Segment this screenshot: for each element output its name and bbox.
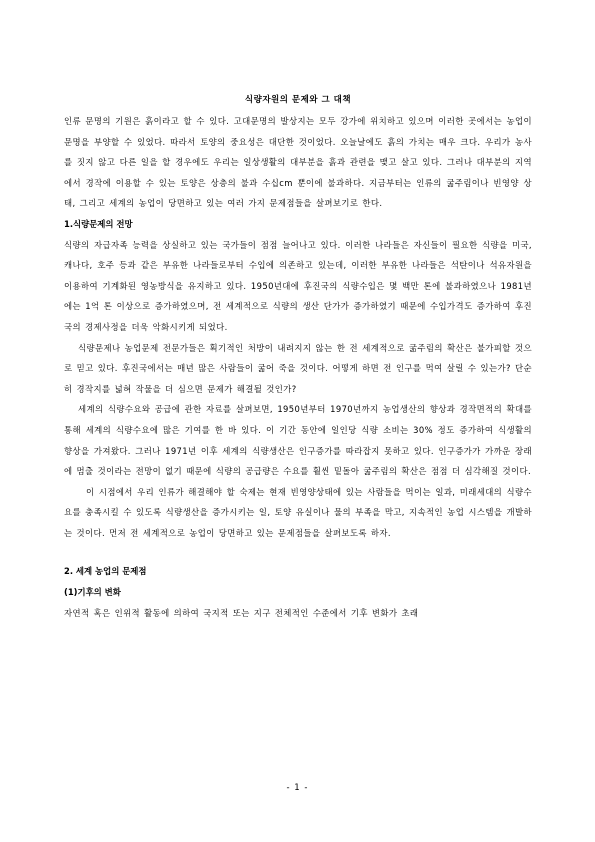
page-number: - 1 - [286,783,309,793]
section1-paragraph-2: 식량문제나 농업문제 전문가들은 획기적인 처방이 내려지지 않는 한 전 세계적으로 굶주림의 확산은 불가피할 것으로 믿고 있다. 후진국에서는 매년 많은 사람들이 굶어 죽을 것이다. 어떻게 하면 전 인구를 먹여 살릴 수 있는가? 단순히 경작지를 넓혀 작물을 더 심으면 문제가 해결될 것인가? [64,342,532,394]
section1-heading: 1.식량문제의 전망 [64,218,133,229]
intro-paragraph: 인류 문명의 기원은 흙이라고 할 수 있다. 고대문명의 발상지는 모두 강가에 위치하고 있으며 이러한 곳에서는 농업이 문명을 부양할 수 있었다. 따라서 토양의 중요성은 대단한 것이었다. 오늘날에도 흙의 가치는 매우 크다. 우리가 농사를 짓지 않고 다른 일을 할 경우에도 우리는 일상생활의 대부분을 흙과 관련을 맺고 살고 있다. 그러나 대부분의 지역에서 경작에 이용할 수 있는 토양은 상층의 불과 수십cm 뿐이에 불과하다. 지금부터는 인류의 굶주림이나 빈영양 상태, 그리고 세계의 농업이 당면하고 있는 여러 가지 문제점들을 살펴보기로 한다. [64,116,532,209]
section2-paragraph-1: 자연적 혹은 인위적 활동에 의하여 국지적 또는 지구 전체적인 수준에서 기후 변화가 초래 [64,607,419,618]
document-title: 식량자원의 문제와 그 대책 [244,95,352,105]
section-spacer [64,543,532,561]
section2-subheading-climate: (1)기후의 변화 [64,587,121,598]
section1-paragraph-3: 세계의 식량수요와 공급에 관한 자료를 살펴보면, 1950년부터 1970년까지 농업생산의 향상과 경작면적의 확대를 통해 세계의 식량수요에 많은 기여를 한 바 있다. 이 기간 동안에 일인당 식량 소비는 30% 정도 증가하여 식생활의 향상을 가져왔다. 그러나 1971년 이후 세계의 식량생산은 인구증가를 따라잡지 못하고 있다. 인구증가가 가까운 장래에 멈출 것이라는 전망이 없기 때문에 식량의 공급량은 수요를 훨씬 밑돌아 굶주림의 확산은 점점 더 심각해질 것이다. [64,404,532,477]
section2-heading: 2. 세계 농업의 문제점 [64,566,147,577]
section1-paragraph-1: 식량의 자급자족 능력을 상실하고 있는 국가들이 점점 늘어나고 있다. 이러한 나라들은 자신들이 필요한 식량을 미국, 캐나다, 호주 등과 같은 부유한 나라들로부터 수입에 의존하고 있는데, 이러한 부유한 나라들은 석탄이나 석유자원을 이용하여 기계화된 영농방식을 유지하고 있다. 1950년대에 후진국의 식량수입은 몇 백만 톤에 불과하였으나 1981년에는 1억 톤 이상으로 증가하였으며, 전 세계적으로 식량의 생산 단가가 증가하였기 때문에 수입가격도 증가하여 후진국의 경제사정을 더욱 악화시키게 되었다. [64,239,532,332]
section1-paragraph-4: 이 시점에서 우리 인류가 해결해야 할 숙제는 현재 빈영양상태에 있는 사람들을 먹이는 일과, 미래세대의 식량수요를 충족시킬 수 있도록 식량생산을 증가시키는 일, 토양 유실이나 물의 부족을 막고, 지속적인 농업 시스템을 개발하는 것이다. 먼저 전 세계적으로 농업이 당면하고 있는 문제점들을 살펴보도록 하자. [64,486,532,538]
document-page [64,93,532,623]
